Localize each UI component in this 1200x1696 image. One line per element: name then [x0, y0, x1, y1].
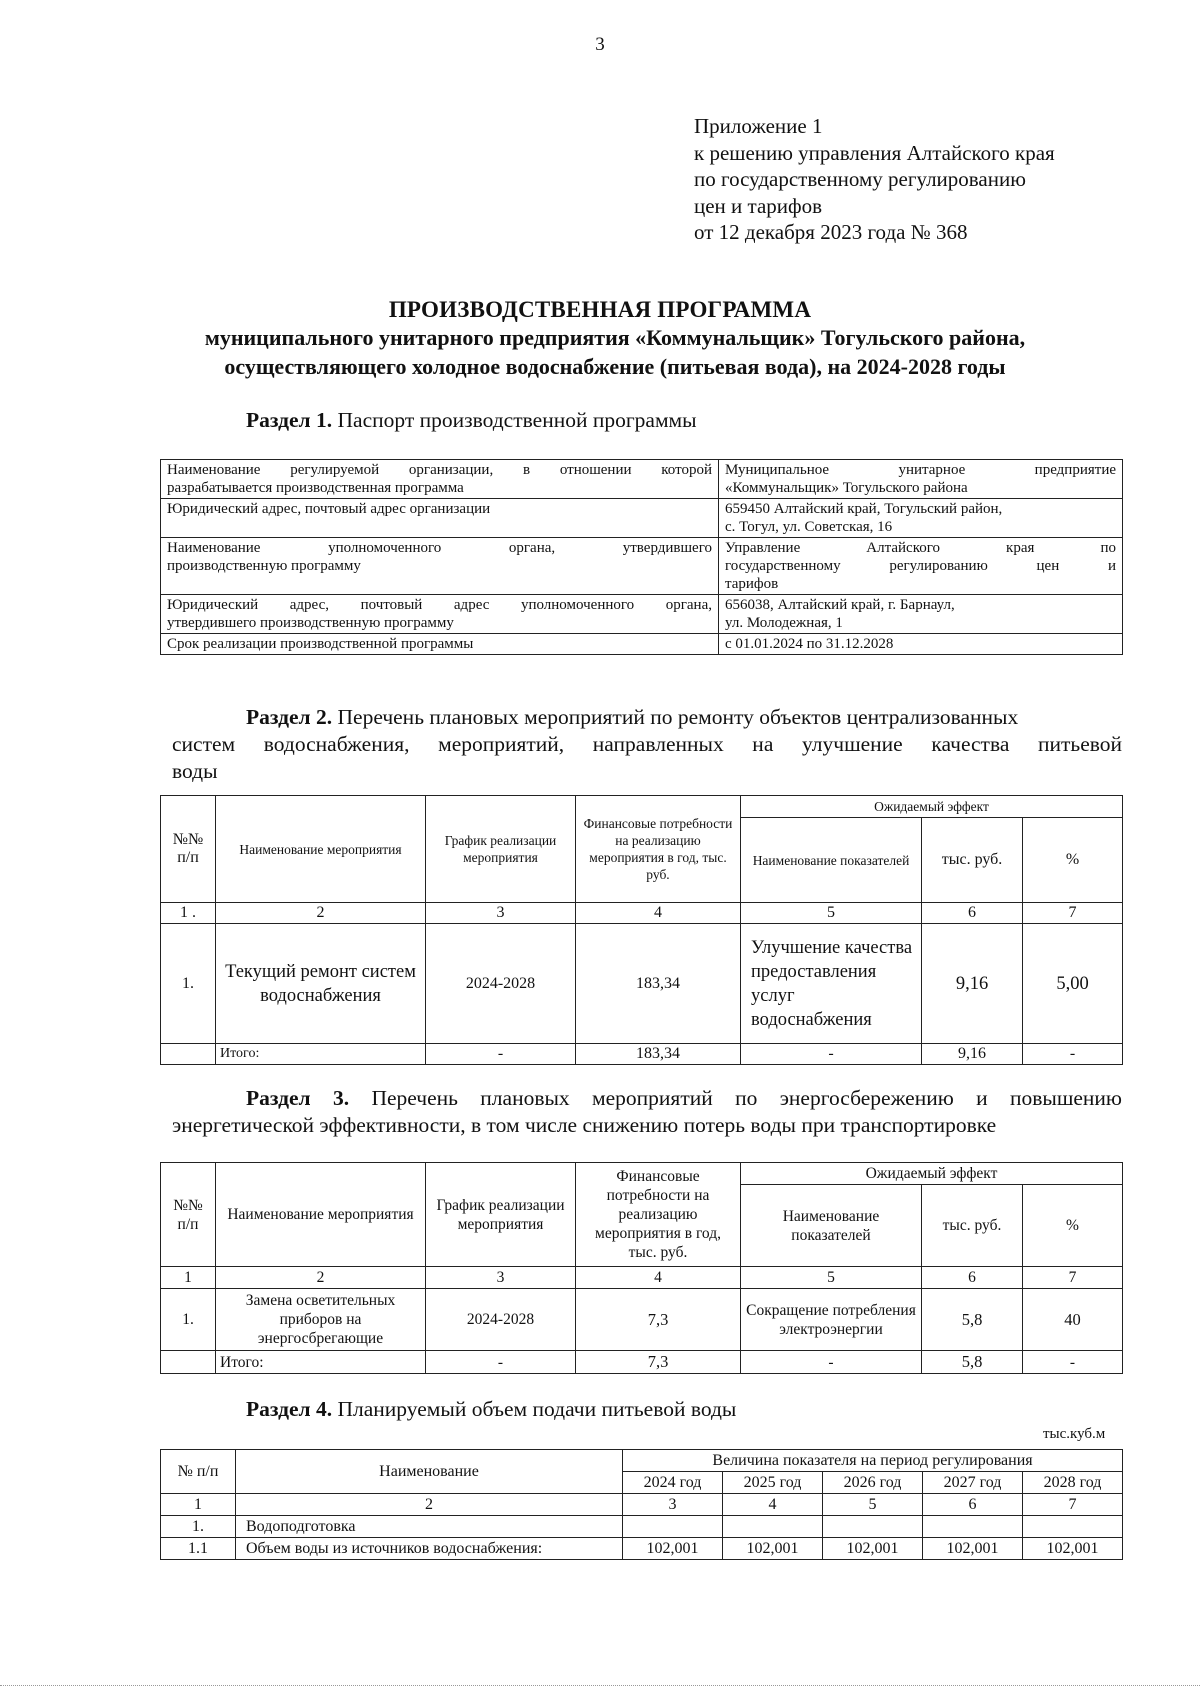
table-cell: [161, 1351, 216, 1374]
header-cell: 2028 год: [1023, 1472, 1123, 1494]
table-cell: -: [741, 1351, 922, 1374]
table-cell: 7: [1023, 1494, 1123, 1516]
table-cell: Сокращение потребления электроэнергии: [741, 1289, 922, 1351]
table-cell: 183,34: [576, 1044, 741, 1065]
table-cell: 2: [236, 1494, 623, 1516]
table-cell: 4: [576, 903, 741, 924]
table-cell: Юридический адрес, почтовый адрес организации: [161, 499, 719, 538]
appendix-line: Приложение 1: [694, 114, 823, 138]
table-row: [161, 924, 1123, 1044]
table-cell: 102,001: [723, 1538, 823, 1560]
table-row: [161, 499, 1123, 538]
repair-table: [160, 795, 1123, 1065]
table-row: [161, 460, 1123, 499]
table-cell: 3: [623, 1494, 723, 1516]
unit-label: тыс.куб.м: [1043, 1426, 1106, 1442]
table-cell: [161, 1044, 216, 1065]
header-cell: 2025 год: [723, 1472, 823, 1494]
header-cell: Величина показателя на период регулирования: [623, 1450, 1123, 1472]
section1-title: Паспорт производственной программы: [337, 408, 697, 432]
page-number: 3: [595, 34, 605, 55]
table-cell: Наименование уполномоченного органа, утвердившего производственную программу: [161, 538, 719, 595]
table-cell: -: [1023, 1044, 1123, 1065]
table-cell: 7,3: [576, 1289, 741, 1351]
table-cell: с 01.01.2024 по 31.12.2028: [719, 634, 1123, 655]
header-cell: тыс. руб.: [922, 1185, 1023, 1267]
header-cell: Наименование мероприятия: [216, 1163, 426, 1267]
section4-title: Планируемый объем подачи питьевой воды: [337, 1397, 737, 1421]
appendix-block: [694, 113, 1055, 246]
header-cell: %: [1023, 1185, 1123, 1267]
header-cell: Наименование мероприятия: [216, 796, 426, 903]
table-cell: [1023, 1516, 1123, 1538]
table-row: [161, 634, 1123, 655]
section4-label: Раздел 4.: [246, 1397, 333, 1421]
table-cell: [623, 1516, 723, 1538]
table-cell: 5,8: [922, 1289, 1023, 1351]
section3-label: Раздел 3.: [246, 1086, 350, 1110]
header-cell: 2026 год: [823, 1472, 923, 1494]
table-cell: 3: [426, 1267, 576, 1289]
table-cell: 656038, Алтайский край, г. Барнаул, ул. Молодежная, 1: [719, 595, 1123, 634]
section1-label: Раздел 1.: [246, 408, 333, 432]
header-cell: %: [1023, 818, 1123, 903]
table-cell: -: [1023, 1351, 1123, 1374]
table-cell: 9,16: [922, 1044, 1023, 1065]
table-cell: 40: [1023, 1289, 1123, 1351]
table-cell: 1.: [161, 924, 216, 1044]
table-cell: [723, 1516, 823, 1538]
table-cell: -: [426, 1351, 576, 1374]
table-cell: 1.: [161, 1516, 236, 1538]
appendix-line: от 12 декабря 2023 года № 368: [694, 220, 968, 244]
table-cell: Улучшение качества предоставления услуг водоснабжения: [741, 924, 922, 1044]
table-cell: 1: [161, 1267, 216, 1289]
table-cell: Объем воды из источников водоснабжения:: [236, 1538, 623, 1560]
table-cell: 4: [723, 1494, 823, 1516]
header-cell: Ожидаемый эффект: [741, 1163, 1123, 1185]
table-cell: 7,3: [576, 1351, 741, 1374]
header-cell: Финансовые потребности на реализацию мероприятия в год, тыс. руб.: [576, 1163, 741, 1267]
table-row: [161, 1289, 1123, 1351]
table-row: [161, 1538, 1123, 1560]
table-cell: -: [426, 1044, 576, 1065]
table-cell: 6: [922, 903, 1023, 924]
table-cell: 102,001: [923, 1538, 1023, 1560]
table-cell: 7: [1023, 903, 1123, 924]
section2-heading: Раздел 2. Перечень плановых мероприятий по ремонту объектов централизованных систем водоснабжения, мероприятий, направленных на улучшение качества питьевой воды: [172, 705, 1122, 783]
table-cell: Управление Алтайского края по государственному регулированию цен и тарифов: [719, 538, 1123, 595]
header-cell: 2024 год: [623, 1472, 723, 1494]
table-cell: Срок реализации производственной программы: [161, 634, 719, 655]
subtitle-line: муниципального унитарного предприятия «Коммунальщик» Тогульского района,: [204, 325, 1026, 350]
header-cell: тыс. руб.: [922, 818, 1023, 903]
energy-table: [160, 1162, 1123, 1374]
table-cell: [923, 1516, 1023, 1538]
table-cell: 5: [741, 1267, 922, 1289]
header-cell: 2027 год: [923, 1472, 1023, 1494]
table-row: [161, 538, 1123, 595]
table-cell: 102,001: [623, 1538, 723, 1560]
passport-table: [160, 459, 1123, 655]
header-cell: Ожидаемый эффект: [741, 796, 1123, 818]
table-row: [161, 1351, 1123, 1374]
header-cell: График реализации мероприятия: [426, 796, 576, 903]
table-cell: Юридический адрес, почтовый адрес уполномоченного органа, утвердившего производственную программу: [161, 595, 719, 634]
header-cell: Финансовые потребности на реализацию мероприятия в год, тыс. руб.: [576, 796, 741, 903]
appendix-line: по государственному регулированию: [694, 167, 1026, 191]
header-cell: Наименование: [236, 1450, 623, 1494]
table-cell: 2024-2028: [426, 1289, 576, 1351]
table-cell: Водоподготовка: [236, 1516, 623, 1538]
subtitle-line: осуществляющего холодное водоснабжение (питьевая вода), на 2024-2028 годы: [224, 354, 1006, 379]
table-cell: 102,001: [1023, 1538, 1123, 1560]
table-cell: 1 .: [161, 903, 216, 924]
table-cell: Муниципальное унитарное предприятие «Коммунальщик» Тогульского района: [719, 460, 1123, 499]
table-cell: 659450 Алтайский край, Тогульский район, с. Тогул, ул. Советская, 16: [719, 499, 1123, 538]
table-cell: 2024-2028: [426, 924, 576, 1044]
table-cell: Текущий ремонт систем водоснабжения: [216, 924, 426, 1044]
table-cell: 6: [923, 1494, 1023, 1516]
table-cell: Итого:: [216, 1044, 426, 1065]
table-cell: 1: [161, 1494, 236, 1516]
header-cell: № п/п: [161, 1450, 236, 1494]
table-cell: 9,16: [922, 924, 1023, 1044]
water-volume-table: [160, 1449, 1123, 1560]
table-cell: 6: [922, 1267, 1023, 1289]
table-cell: 2: [216, 1267, 426, 1289]
header-cell: График реализации мероприятия: [426, 1163, 576, 1267]
section2-label: Раздел 2.: [246, 705, 333, 729]
table-cell: Наименование регулируемой организации, в отношении которой разрабатывается производственная программа: [161, 460, 719, 499]
table-cell: 2: [216, 903, 426, 924]
table-row: [161, 595, 1123, 634]
table-cell: [823, 1516, 923, 1538]
table-row: [161, 1044, 1123, 1065]
table-cell: 7: [1023, 1267, 1123, 1289]
appendix-line: к решению управления Алтайского края: [694, 140, 1055, 165]
header-cell: Наименование показателей: [741, 818, 922, 903]
section3-heading: Раздел 3. Перечень плановых мероприятий по энергосбережению и повышению энергетической эффективности, в том числе снижению потерь воды при транспортировке: [172, 1086, 1122, 1137]
table-cell: 4: [576, 1267, 741, 1289]
table-cell: 5: [823, 1494, 923, 1516]
appendix-line: цен и тарифов: [694, 193, 823, 218]
header-cell: №№ п/п: [161, 796, 216, 903]
table-cell: 3: [426, 903, 576, 924]
section4-heading: [246, 1397, 736, 1422]
table-cell: 1.1: [161, 1538, 236, 1560]
document-title: ПРОИЗВОДСТВЕННАЯ ПРОГРАММА: [388, 297, 812, 322]
header-cell: Наименование показателей: [741, 1185, 922, 1267]
table-cell: 5,00: [1023, 924, 1123, 1044]
scan-edge-line: [0, 1685, 1200, 1686]
table-cell: 5: [741, 903, 922, 924]
table-row: [161, 1494, 1123, 1516]
table-cell: 183,34: [576, 924, 741, 1044]
table-cell: 1.: [161, 1289, 216, 1351]
table-row: [161, 903, 1123, 924]
table-cell: -: [741, 1044, 922, 1065]
table-cell: Замена осветительных приборов на энергосбрегающие: [216, 1289, 426, 1351]
document-subtitle: [150, 323, 1080, 381]
table-row: [161, 1516, 1123, 1538]
table-cell: 102,001: [823, 1538, 923, 1560]
table-row: [161, 1267, 1123, 1289]
header-cell: №№ п/п: [161, 1163, 216, 1267]
section1-heading: [246, 408, 697, 433]
table-cell: Итого:: [216, 1351, 426, 1374]
table-cell: 5,8: [922, 1351, 1023, 1374]
